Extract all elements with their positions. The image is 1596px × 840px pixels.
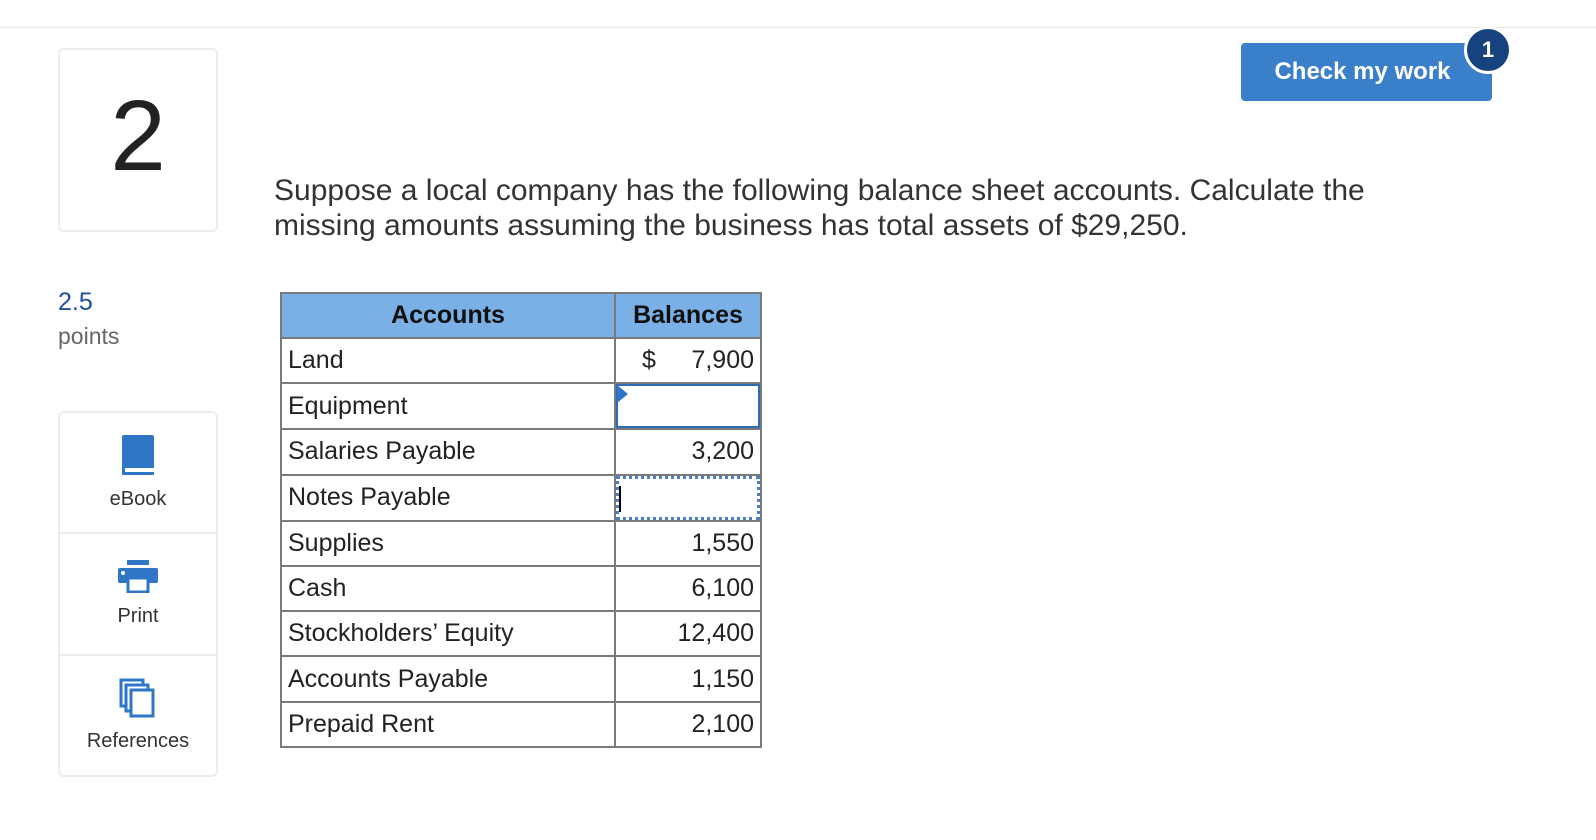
table-row [281, 475, 761, 521]
printer-icon [117, 559, 159, 593]
account-name: Prepaid Rent [281, 702, 615, 747]
flag-marker-icon [617, 385, 628, 403]
table-row [281, 429, 761, 474]
table-row [281, 383, 761, 429]
header-balances: Balances [615, 293, 761, 338]
top-divider [0, 27, 1596, 28]
balance-value: 7,900 [691, 346, 754, 375]
check-count-badge: 1 [1464, 26, 1512, 74]
account-name: Stockholders’ Equity [281, 611, 615, 656]
balance-sheet-table [280, 292, 762, 748]
table-row [281, 521, 761, 566]
balance-cell [615, 656, 761, 701]
book-icon [120, 434, 156, 476]
question-number-box [58, 48, 218, 232]
points-value: 2.5 [58, 288, 93, 316]
balance-cell [615, 429, 761, 474]
balance-value: 6,100 [691, 574, 754, 603]
account-name: Equipment [281, 383, 615, 429]
account-name: Land [281, 338, 615, 383]
documents-icon [119, 678, 157, 718]
balance-cell [615, 702, 761, 747]
table-row [281, 702, 761, 747]
balance-cell [615, 566, 761, 611]
balance-cell [615, 475, 761, 521]
balance-cell [615, 611, 761, 656]
header-accounts: Accounts [281, 293, 615, 338]
print-button[interactable] [60, 534, 216, 655]
references-button[interactable] [60, 656, 216, 775]
table-row [281, 656, 761, 701]
currency-symbol: $ [642, 346, 656, 375]
equipment-amount-input[interactable] [616, 384, 760, 428]
tool-panel [58, 411, 218, 777]
balance-value: 1,550 [691, 528, 754, 557]
table-row [281, 611, 761, 656]
check-my-work-button[interactable]: Check my work [1241, 43, 1492, 101]
account-name: Cash [281, 566, 615, 611]
table-row [281, 338, 761, 383]
ebook-label: eBook [109, 488, 167, 511]
references-label: References [86, 729, 190, 752]
points-label: points [58, 323, 120, 349]
print-label: Print [117, 605, 159, 628]
account-name: Notes Payable [281, 475, 615, 521]
question-number: 2 [110, 80, 166, 192]
balance-value: 12,400 [677, 619, 754, 648]
balance-value: 2,100 [691, 709, 754, 738]
table-row [281, 566, 761, 611]
question-text: Suppose a local company has the following balance sheet accounts. Calculate the missing amounts assuming the business has total assets of $29,250. [274, 174, 1365, 242]
balance-value: 3,200 [691, 437, 754, 466]
balance-cell [615, 521, 761, 566]
ebook-button[interactable] [60, 413, 216, 534]
balance-cell [615, 383, 761, 429]
account-name: Salaries Payable [281, 429, 615, 474]
balance-value: 1,150 [691, 664, 754, 693]
account-name: Supplies [281, 521, 615, 566]
notes-payable-amount-input[interactable] [616, 476, 760, 520]
balance-cell [615, 338, 761, 383]
account-name: Accounts Payable [281, 656, 615, 701]
text-cursor [619, 486, 621, 512]
